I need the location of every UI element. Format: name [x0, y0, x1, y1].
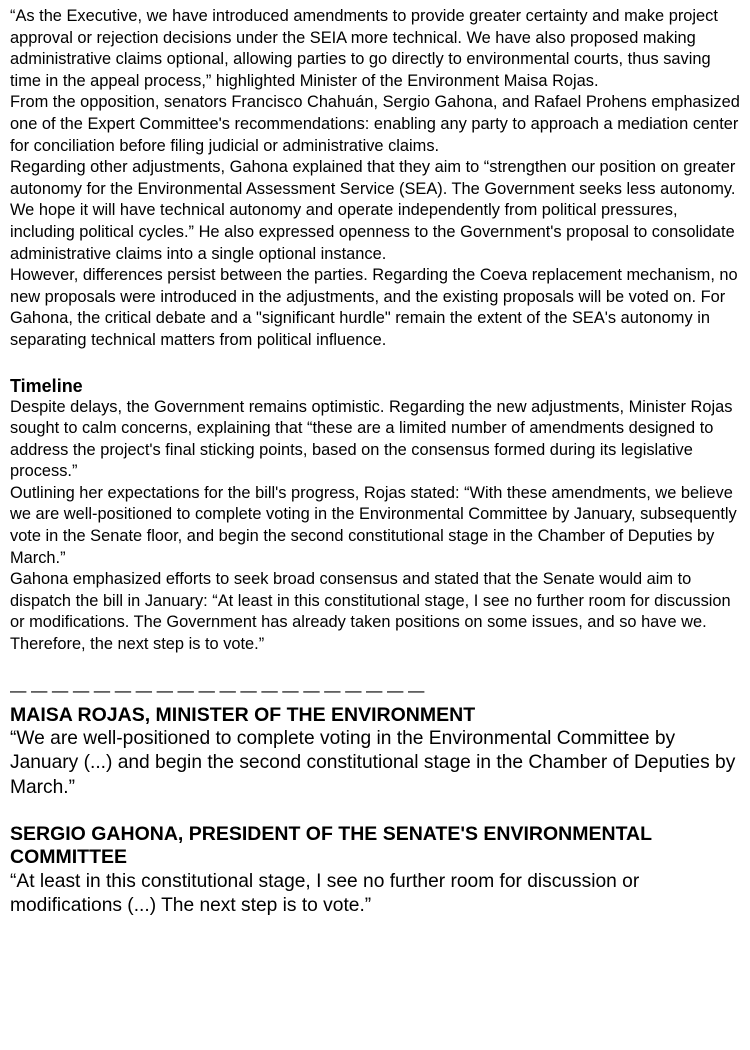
paragraph-minister-statement: “As the Executive, we have introduced amendments to provide greater certainty and make project approval or rejection decisions under the SEIA more technical. We have also proposed making administrative claims optional, allowing parties to go directly to environmental courts, thus saving time in the appeal process,” highlighted Minister of the Environment Maisa Rojas. — [10, 7, 718, 90]
article-body-top — [10, 6, 740, 352]
article-body-timeline — [10, 397, 740, 656]
quote-speaker-name: MAISA ROJAS, MINISTER OF THE ENVIRONMENT — [10, 703, 476, 726]
quote-block-gahona — [10, 823, 740, 918]
paragraph-adjustments: Regarding other adjustments, Gahona explained that they aim to “strengthen our position on greater autonomy for the Environmental Assessment Service (SEA). The Government seeks less autonomy. We hope it will have technical autonomy and operate independently from political pressures, including political cycles.” He also expressed openness to the Government's proposal to consolidate administrative claims into a single optional instance. — [10, 158, 736, 263]
quote-block-rojas — [10, 704, 740, 800]
section-divider: — — — — — — — — — — — — — — — — — — — — — [10, 681, 425, 700]
quote-text: “At least in this constitutional stage, I see no further room for discussion or modifications (...) The next step is to vote.” — [10, 870, 640, 916]
timeline-heading: Timeline — [10, 375, 83, 396]
paragraph-expectations: Outlining her expectations for the bill's progress, Rojas stated: “With these amendments, we believe we are well-positioned to complete voting in the Environmental Committee by January, subsequently vote in the Senate floor, and begin the second constitutional stage in the Chamber of Deputies by March.” — [10, 483, 737, 567]
paragraph-differences: However, differences persist between the parties. Regarding the Coeva replacement mechanism, no new proposals were introduced in the adjustments, and the existing proposals will be voted on. For Gahona, the critical debate and a "significant hurdle" remain the extent of the SEA's autonomy in separating technical matters from political influence. — [10, 266, 738, 349]
quote-speaker-name: SERGIO GAHONA, PRESIDENT OF THE SENATE'S ENVIRONMENTAL COMMITTEE — [10, 822, 652, 869]
paragraph-opposition: From the opposition, senators Francisco Chahuán, Sergio Gahona, and Rafael Prohens emphasized one of the Expert Committee's recommendations: enabling any party to approach a mediation center for conciliation before filing judicial or administrative claims. — [10, 93, 740, 155]
quote-text: “We are well-positioned to complete voting in the Environmental Committee by January (...) and begin the second constitutional stage in the Chamber of Deputies by March.” — [10, 728, 736, 798]
paragraph-consensus: Gahona emphasized efforts to seek broad consensus and stated that the Senate would aim to dispatch the bill in January: “At least in this constitutional stage, I see no further room for discussion or modifications. The Government has already taken positions on some issues, and so have we. Therefore, the next step is to vote.” — [10, 570, 731, 654]
article-page — [10, 6, 740, 918]
paragraph-optimism: Despite delays, the Government remains optimistic. Regarding the new adjustments, Minister Rojas sought to calm concerns, explaining that “these are a limited number of amendments designed to address the project's final sticking points, based on the consensus formed during its legislative process.” — [10, 397, 733, 481]
